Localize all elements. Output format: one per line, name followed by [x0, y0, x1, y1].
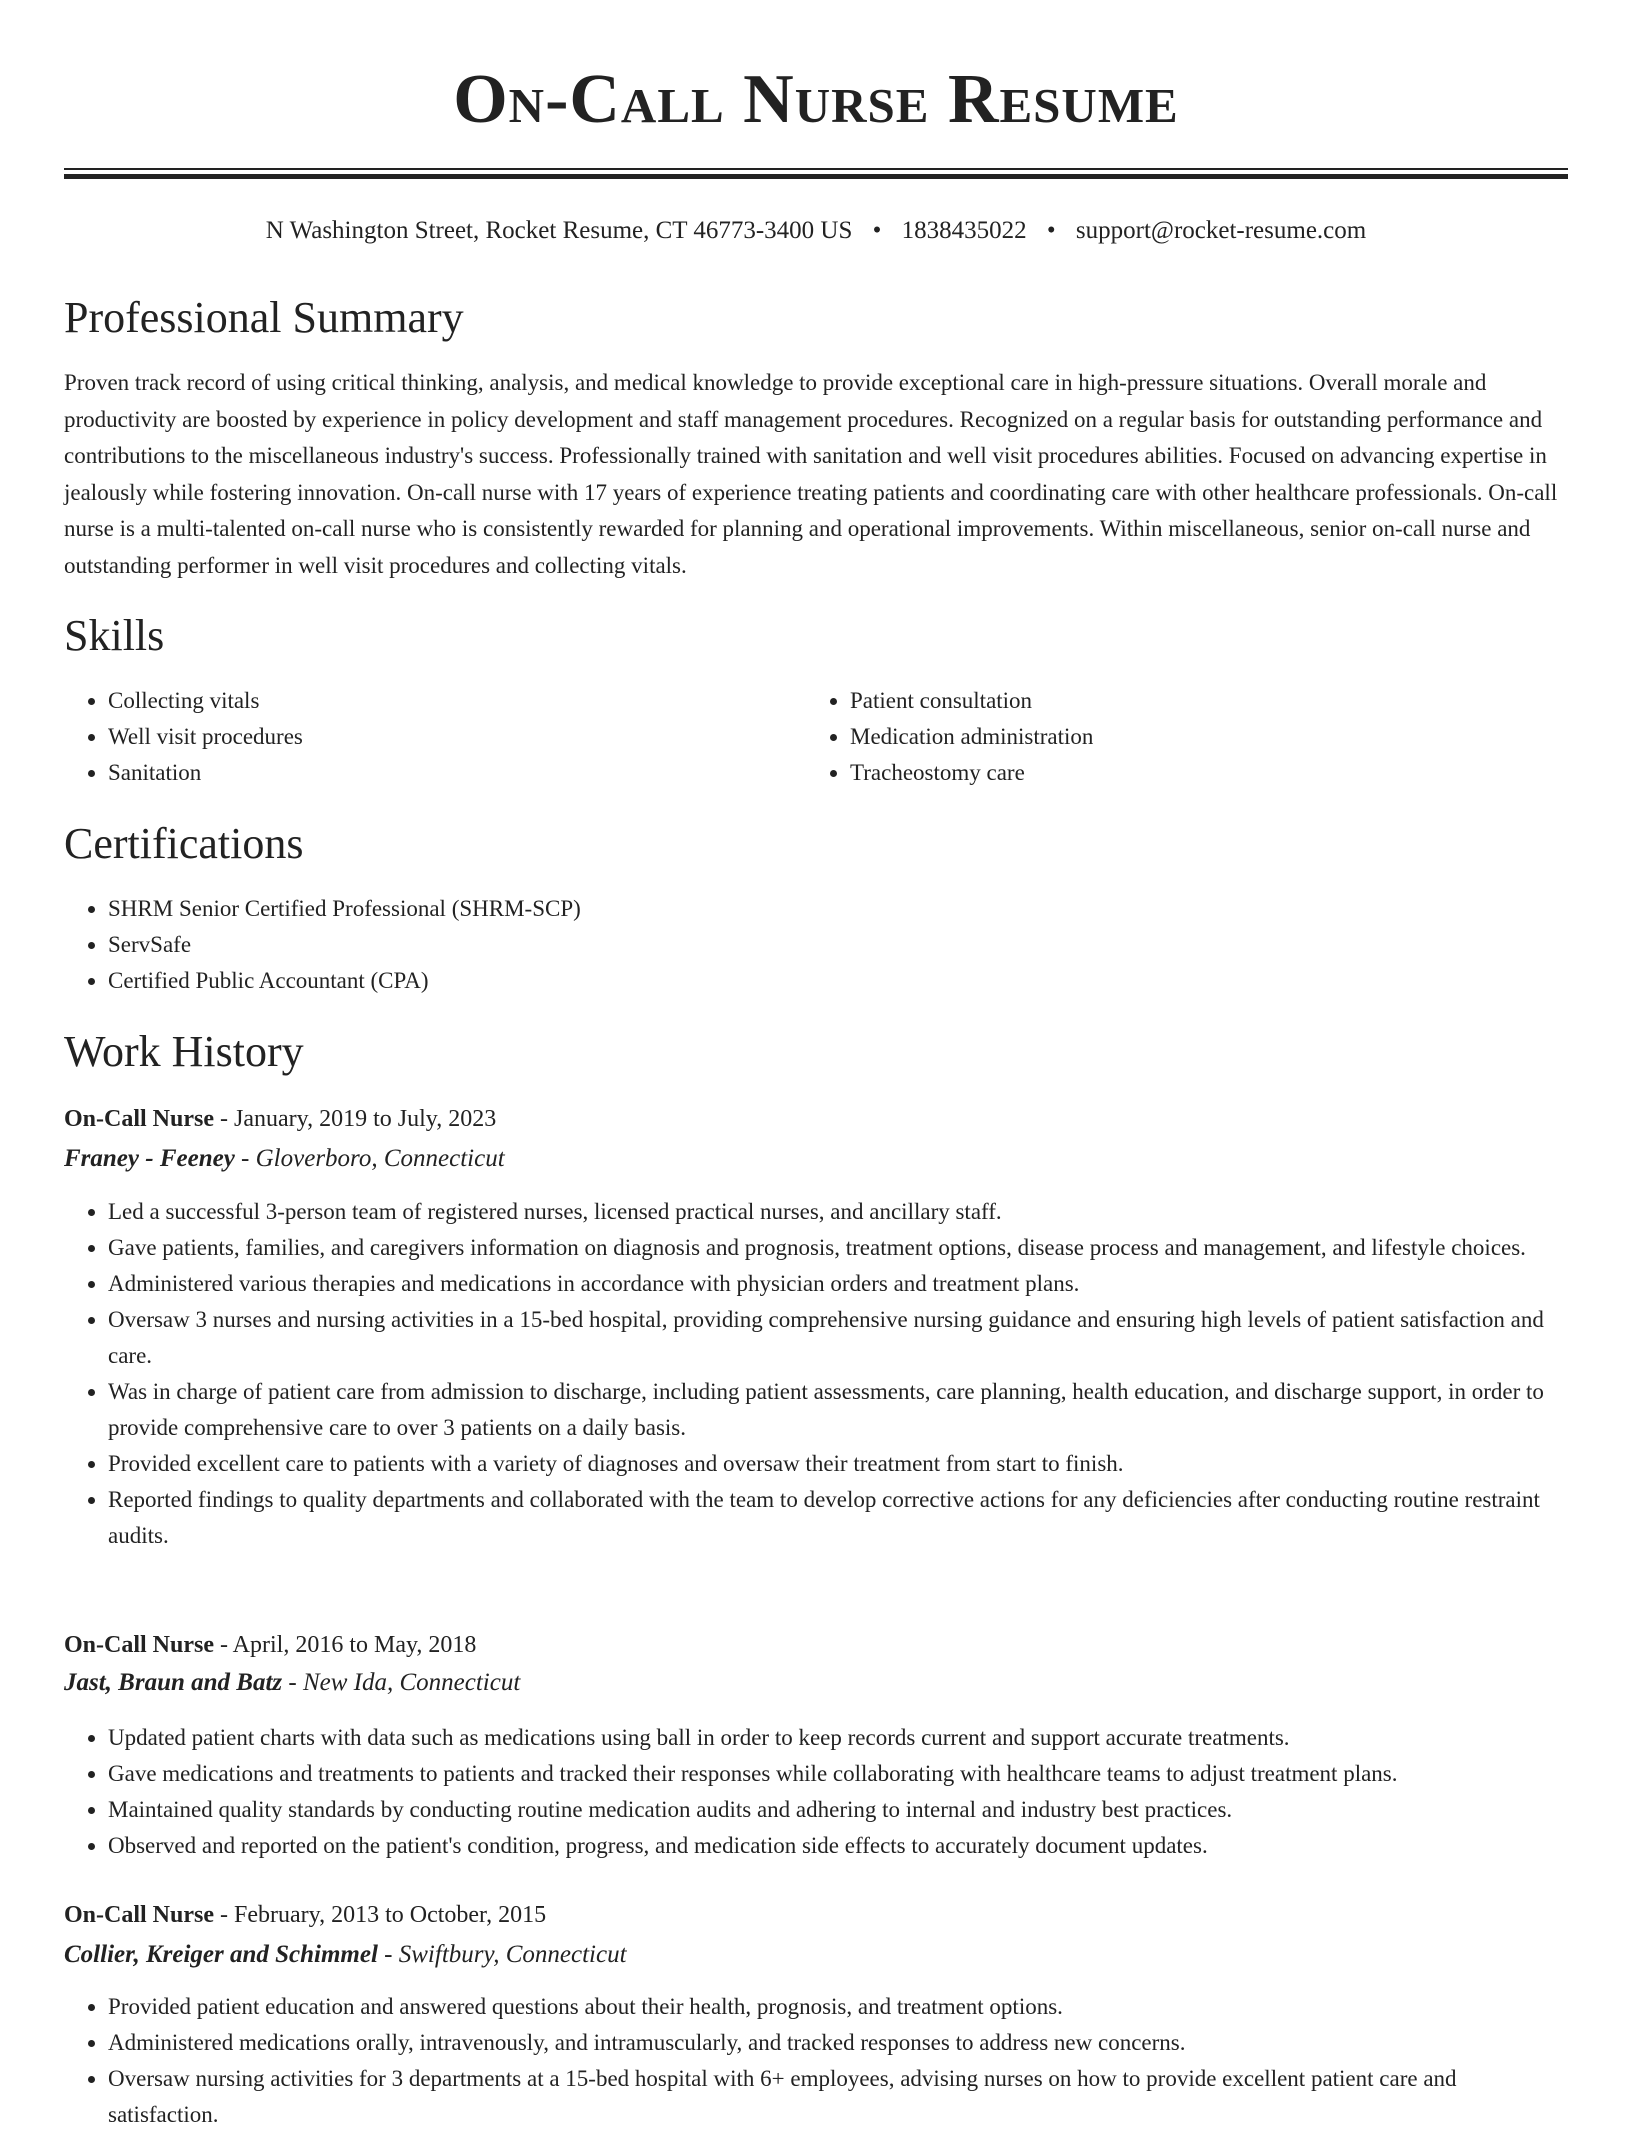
list-item: • Collecting vitals: [108, 683, 808, 719]
job-dates: February, 2013 to October, 2015: [234, 1902, 547, 1928]
list-item: • Updated patient charts with data such as medications using ball in order to keep records current and support accurate treatments.: [108, 1720, 1568, 1756]
job-bullets: [64, 1989, 1568, 2133]
job-company-line: Franey - Feeney - Gloverboro, Connecticut: [64, 1145, 505, 1172]
job-company: Collier, Kreiger and Schimmel: [64, 1941, 378, 1968]
skills-heading: Skills: [64, 611, 165, 660]
list-item: • Tracheostomy care: [850, 755, 1550, 791]
list-item: • Oversaw nursing activities for 3 departments at a 15-bed hospital with 6+ employees, advising nurses on how to provide excellent patient care and satisfaction.: [108, 2061, 1568, 2133]
list-item: • Well visit procedures: [108, 719, 808, 755]
job-dates: April, 2016 to May, 2018: [232, 1632, 477, 1658]
contact-phone: 1838435022: [901, 217, 1027, 244]
job-dates: January, 2019 to July, 2023: [234, 1106, 497, 1132]
list-item: • Certified Public Accountant (CPA): [108, 963, 1568, 999]
title-divider-thick: [64, 174, 1568, 179]
job-role: On-Call Nurse: [64, 1632, 214, 1658]
list-item: • Patient consultation: [850, 683, 1550, 719]
job-role: On-Call Nurse: [64, 1106, 214, 1132]
job-title-line: On-Call Nurse - February, 2013 to October, 2015: [64, 1902, 547, 1928]
summary-text: Proven track record of using critical thinking, analysis, and medical knowledge to provide exceptional care in high-pressure situations. Overall morale and productivity are boosted by experience in policy development and staff management procedures. Recognized on a regular basis for outstanding performance and contributions to the miscellaneous industry's success. Professionally trained with sanitation and well visit procedures abilities. Focused on advancing expertise in jealously while fostering innovation. On-call nurse with 17 years of experience treating patients and coordinating care with other healthcare professionals. On-call nurse is a multi-talented on-call nurse who is consistently rewarded for planning and operational improvements. Within miscellaneous, senior on-call nurse and outstanding performer in well visit procedures and collecting vitals.: [64, 370, 1558, 578]
list-item: • Sanitation: [108, 755, 808, 791]
job-title-line: On-Call Nurse - January, 2019 to July, 2023: [64, 1106, 497, 1132]
summary-heading: Professional Summary: [64, 293, 464, 342]
list-item: • Oversaw 3 nurses and nursing activities in a 15-bed hospital, providing comprehensive nursing guidance and ensuring high levels of patient satisfaction and care.: [108, 1302, 1568, 1374]
list-item: • Medication administration: [850, 719, 1550, 755]
work-history-heading: Work History: [64, 1027, 304, 1076]
list-item: • Reported findings to quality departments and collaborated with the team to develop corrective actions for any deficiencies after conducting routine restraint audits.: [108, 1482, 1568, 1554]
contact-separator: •: [1046, 217, 1056, 244]
list-item: • Provided excellent care to patients with a variety of diagnoses and oversaw their treatment from start to finish.: [108, 1446, 1568, 1482]
job-company-line: Collier, Kreiger and Schimmel - Swiftbury, Connecticut: [64, 1941, 627, 1968]
job-location: New Ida, Connecticut: [302, 1669, 521, 1696]
skills-list-left: [64, 683, 808, 791]
resume-title: On-Call Nurse Resume: [453, 61, 1179, 138]
list-item: • Provided patient education and answered questions about their health, prognosis, and treatment options.: [108, 1989, 1568, 2025]
resume-content: [64, 0, 1568, 2127]
list-item: • Observed and reported on the patient's condition, progress, and medication side effects to accurately document updates.: [108, 1828, 1568, 1864]
list-item: • Administered medications orally, intravenously, and intramuscularly, and tracked responses to address new concerns.: [108, 2025, 1568, 2061]
job-role: On-Call Nurse: [64, 1902, 214, 1928]
list-item: • SHRM Senior Certified Professional (SHRM-SCP): [108, 891, 1568, 927]
job-location: Swiftbury, Connecticut: [398, 1941, 627, 1968]
contact-line: [64, 214, 1568, 248]
title-divider-thin: [64, 168, 1568, 170]
list-item: • Led a successful 3-person team of registered nurses, licensed practical nurses, and ancillary staff.: [108, 1194, 1568, 1230]
list-item: • Gave medications and treatments to patients and tracked their responses while collaborating with healthcare teams to adjust treatment plans.: [108, 1756, 1568, 1792]
list-item: • Administered various therapies and medications in accordance with physician orders and treatment plans.: [108, 1266, 1568, 1302]
contact-email: support@rocket-resume.com: [1075, 217, 1367, 244]
list-item: • ServSafe: [108, 927, 1568, 963]
list-item: • Maintained quality standards by conducting routine medication audits and adhering to internal and industry best practices.: [108, 1792, 1568, 1828]
certifications-list: [64, 891, 1568, 999]
list-item: • Was in charge of patient care from admission to discharge, including patient assessments, care planning, health education, and discharge support, in order to provide comprehensive care to over 3 patients on a daily basis.: [108, 1374, 1568, 1446]
job-company: Jast, Braun and Batz: [64, 1669, 283, 1696]
list-item: • Gave patients, families, and caregivers information on diagnosis and prognosis, treatment options, disease process and management, and lifestyle choices.: [108, 1230, 1568, 1266]
job-company-line: Jast, Braun and Batz - New Ida, Connecticut: [64, 1669, 521, 1696]
skills-list-right: [806, 683, 1550, 791]
contact-separator: •: [872, 217, 882, 244]
job-bullets: [64, 1194, 1568, 1554]
job-bullets: [64, 1720, 1568, 1864]
job-company: Franey - Feeney: [64, 1145, 235, 1172]
certifications-heading: Certifications: [64, 819, 304, 868]
contact-address: N Washington Street, Rocket Resume, CT 46773-3400 US: [265, 217, 853, 244]
job-title-line: On-Call Nurse - April, 2016 to May, 2018: [64, 1632, 477, 1658]
job-location: Gloverboro, Connecticut: [255, 1145, 505, 1172]
